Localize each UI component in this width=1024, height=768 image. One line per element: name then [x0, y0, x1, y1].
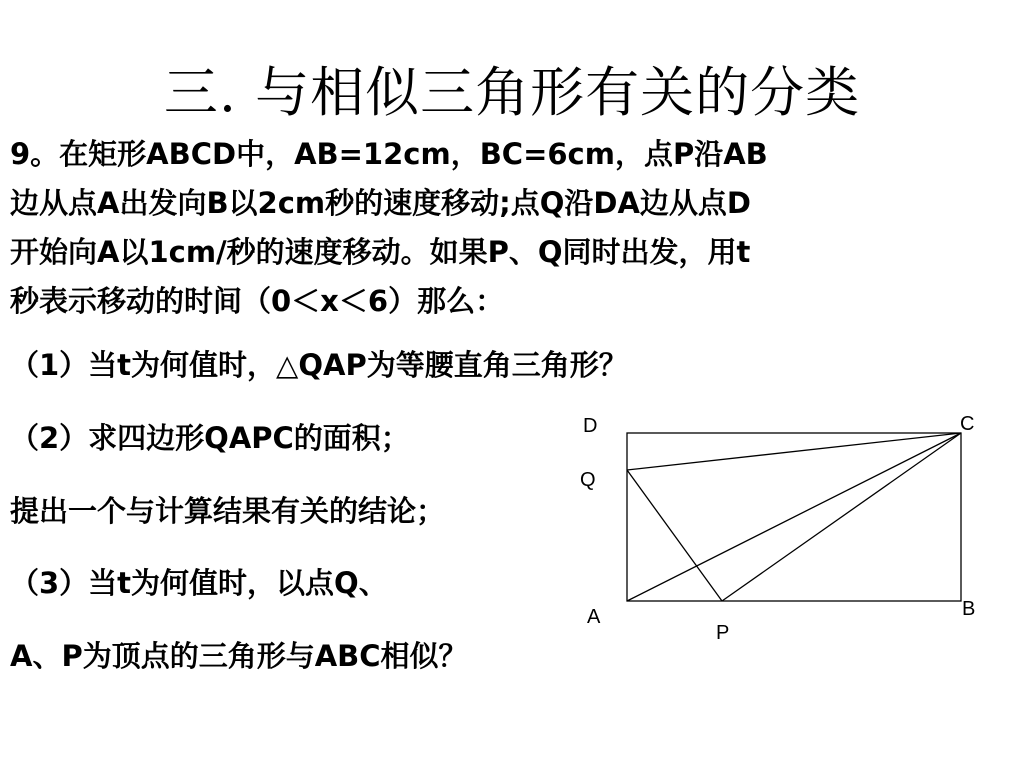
- label-b: B: [962, 598, 976, 620]
- label-c: C: [960, 413, 975, 435]
- label-p: P: [716, 622, 730, 644]
- label-d: D: [583, 415, 598, 437]
- problem-line-2: 边从点A出发向B以2cm秒的速度移动;点Q沿DA边从点D: [10, 186, 751, 220]
- segment-qp: [627, 470, 722, 601]
- problem-statement: [10, 130, 1015, 326]
- segment-ac: [627, 433, 961, 601]
- segment-pc: [722, 433, 961, 601]
- question-2-followup: 提出一个与计算结果有关的结论；: [10, 494, 446, 528]
- page-title: 三. 与相似三角形有关的分类: [163, 61, 861, 124]
- problem-line-1: 9。在矩形ABCD中，AB=12cm，BC=6cm，点P沿AB: [10, 137, 768, 171]
- problem-line-4: 秒表示移动的时间（0＜x＜6）那么：: [10, 284, 505, 318]
- question-2: （2）求四边形QAPC的面积；: [10, 421, 410, 455]
- question-3: （3）当t为何值时，以点Q、: [10, 566, 388, 600]
- problem-line-3: 开始向A以1cm/秒的速度移动。如果P、Q同时出发，用t: [10, 235, 751, 269]
- label-q: Q: [580, 469, 596, 491]
- question-3-continued: A、P为顶点的三角形与ABC相似？: [10, 639, 468, 673]
- segment-qc: [627, 433, 961, 470]
- rectangle-diagram: [560, 400, 1020, 660]
- question-1: （1）当t为何值时，△QAP为等腰直角三角形？: [10, 348, 628, 382]
- label-a: A: [587, 606, 601, 628]
